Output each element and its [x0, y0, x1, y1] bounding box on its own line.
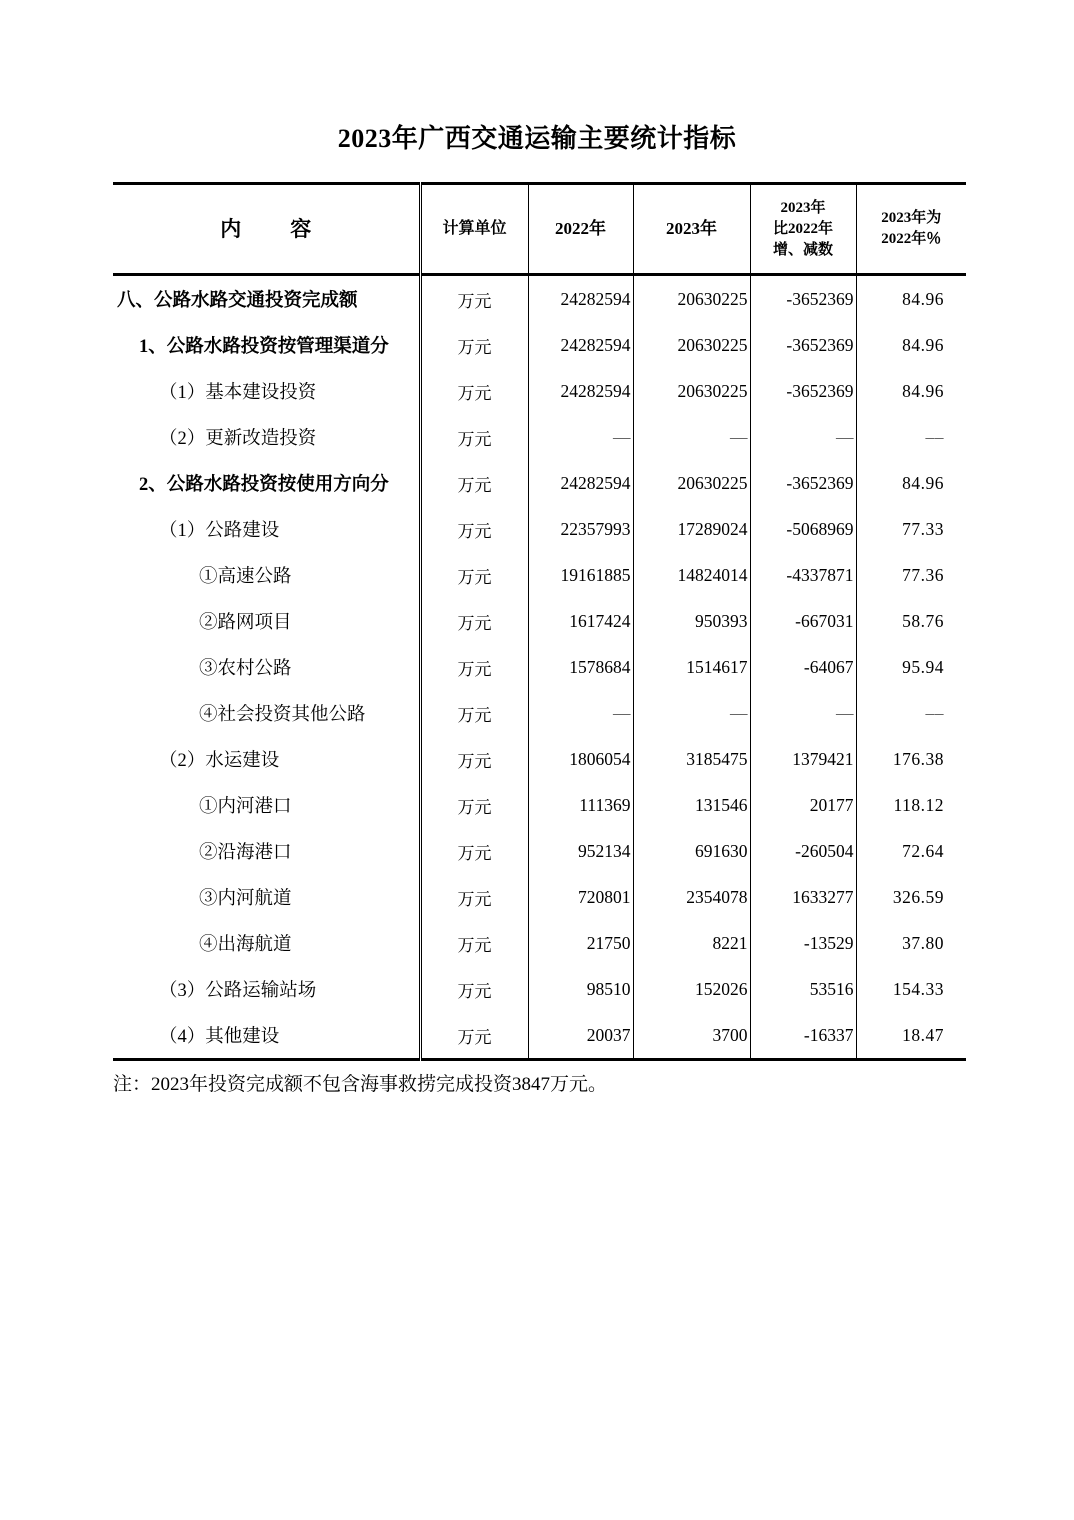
table-row [113, 644, 966, 690]
diff-header-line-3: 增、减数 [772, 241, 833, 258]
row-unit-cell: 万元 [420, 782, 528, 828]
row-value-2022: 111369 [528, 782, 633, 828]
row-label-cell [113, 828, 420, 874]
row-value-2023: –– [633, 414, 750, 460]
row-label: ①高速公路 [199, 567, 292, 587]
column-header-year-2022: 2022年 [528, 184, 633, 275]
row-value-2022: 24282594 [528, 275, 633, 323]
row-unit-cell: 万元 [420, 275, 528, 323]
table-row [113, 460, 966, 506]
row-value-2022: 98510 [528, 966, 633, 1012]
row-unit-cell: 万元 [420, 736, 528, 782]
table-row [113, 782, 966, 828]
statistics-table [113, 182, 966, 1061]
row-label-cell [113, 460, 420, 506]
row-value-difference: -4337871 [750, 552, 856, 598]
row-unit-cell: 万元 [420, 322, 528, 368]
row-unit-cell: 万元 [420, 966, 528, 1012]
column-header-difference [750, 184, 856, 275]
row-unit-cell: 万元 [420, 598, 528, 644]
column-header-content: 内 容 [113, 184, 420, 275]
row-unit-cell: 万元 [420, 920, 528, 966]
row-value-2022: 20037 [528, 1012, 633, 1060]
row-unit-cell: 万元 [420, 460, 528, 506]
row-unit-cell: 万元 [420, 368, 528, 414]
row-value-percentage: 118.12 [856, 782, 966, 828]
row-value-2023: 1514617 [633, 644, 750, 690]
row-value-2023: 20630225 [633, 275, 750, 323]
row-label-cell [113, 644, 420, 690]
row-value-percentage: 326.59 [856, 874, 966, 920]
table-row [113, 690, 966, 736]
column-header-year-2023: 2023年 [633, 184, 750, 275]
row-unit-cell: 万元 [420, 506, 528, 552]
row-value-2022: 22357993 [528, 506, 633, 552]
row-value-2022: 720801 [528, 874, 633, 920]
row-value-percentage: 58.76 [856, 598, 966, 644]
row-value-2023: 8221 [633, 920, 750, 966]
table-row [113, 966, 966, 1012]
row-value-difference: -3652369 [750, 368, 856, 414]
row-unit-cell: 万元 [420, 828, 528, 874]
row-value-2023: 152026 [633, 966, 750, 1012]
row-value-2023: 950393 [633, 598, 750, 644]
row-value-percentage: –– [856, 414, 966, 460]
row-label-cell [113, 552, 420, 598]
row-value-difference: 20177 [750, 782, 856, 828]
row-value-difference: -3652369 [750, 275, 856, 323]
table-row [113, 920, 966, 966]
row-unit-cell: 万元 [420, 874, 528, 920]
row-value-2023: 20630225 [633, 322, 750, 368]
row-value-percentage: 77.33 [856, 506, 966, 552]
row-label: ④出海航道 [199, 935, 292, 955]
statistics-table-container [113, 182, 966, 1061]
row-label: （3）公路运输站场 [159, 981, 317, 1001]
row-value-percentage: 18.47 [856, 1012, 966, 1060]
row-label: 2、公路水路投资按使用方向分 [139, 475, 389, 495]
row-value-difference: –– [750, 414, 856, 460]
row-value-2023: 20630225 [633, 368, 750, 414]
row-label: （2）更新改造投资 [159, 429, 317, 449]
diff-header-line-1: 2023年 [780, 199, 826, 216]
row-value-2022: 19161885 [528, 552, 633, 598]
table-row [113, 414, 966, 460]
row-label-cell [113, 736, 420, 782]
row-label-cell [113, 874, 420, 920]
row-value-2022: –– [528, 690, 633, 736]
table-header [113, 184, 966, 275]
row-label: ①内河港口 [199, 797, 292, 817]
table-row [113, 368, 966, 414]
row-value-difference: -64067 [750, 644, 856, 690]
row-value-difference: 53516 [750, 966, 856, 1012]
row-value-2022: 21750 [528, 920, 633, 966]
row-value-2023: 17289024 [633, 506, 750, 552]
table-row [113, 506, 966, 552]
row-label: 八、公路水路交通投资完成额 [117, 291, 358, 311]
row-value-2022: 24282594 [528, 322, 633, 368]
row-label: （2）水运建设 [159, 751, 280, 771]
row-value-difference: -5068969 [750, 506, 856, 552]
row-unit-cell: 万元 [420, 690, 528, 736]
row-value-2022: 1806054 [528, 736, 633, 782]
pct-header-line-1: 2023年为 [881, 210, 942, 226]
table-body [113, 275, 966, 1060]
row-value-percentage: 72.64 [856, 828, 966, 874]
row-label-cell [113, 322, 420, 368]
row-value-percentage: –– [856, 690, 966, 736]
row-value-2022: 24282594 [528, 460, 633, 506]
row-value-2023: –– [633, 690, 750, 736]
row-label-cell [113, 782, 420, 828]
column-header-percentage [856, 184, 966, 275]
row-value-percentage: 84.96 [856, 275, 966, 323]
row-value-difference: -3652369 [750, 460, 856, 506]
row-value-2022: 1617424 [528, 598, 633, 644]
table-row [113, 598, 966, 644]
row-value-percentage: 77.36 [856, 552, 966, 598]
row-label: ④社会投资其他公路 [199, 705, 366, 725]
row-label: ②沿海港口 [199, 843, 292, 863]
row-value-percentage: 95.94 [856, 644, 966, 690]
row-value-2023: 3185475 [633, 736, 750, 782]
row-value-2022: 952134 [528, 828, 633, 874]
column-header-unit: 计算单位 [420, 184, 528, 275]
row-label: （1）基本建设投资 [159, 383, 317, 403]
row-value-percentage: 84.96 [856, 322, 966, 368]
row-value-percentage: 37.80 [856, 920, 966, 966]
pct-header-line-2: 2022年％ [881, 231, 942, 247]
row-value-difference: -3652369 [750, 322, 856, 368]
table-row [113, 322, 966, 368]
row-label-cell [113, 506, 420, 552]
row-label: ③内河航道 [199, 889, 292, 909]
row-label-cell [113, 690, 420, 736]
row-value-2023: 20630225 [633, 460, 750, 506]
row-value-2023: 2354078 [633, 874, 750, 920]
diff-header-line-2: 比2022年 [772, 220, 833, 237]
table-note: 注：2023年投资完成额不包含海事救捞完成投资3847万元。 [113, 1074, 608, 1095]
row-unit-cell: 万元 [420, 414, 528, 460]
row-unit-cell: 万元 [420, 552, 528, 598]
row-label-cell [113, 275, 420, 323]
row-label: （1）公路建设 [159, 521, 280, 541]
table-row [113, 736, 966, 782]
row-value-2022: –– [528, 414, 633, 460]
row-value-difference: -667031 [750, 598, 856, 644]
row-label-cell [113, 598, 420, 644]
page-title: 2023年广西交通运输主要统计指标 [337, 124, 737, 153]
row-label-cell [113, 966, 420, 1012]
row-value-percentage: 154.33 [856, 966, 966, 1012]
row-value-2023: 131546 [633, 782, 750, 828]
table-row [113, 552, 966, 598]
row-value-difference: -16337 [750, 1012, 856, 1060]
row-unit-cell: 万元 [420, 644, 528, 690]
row-unit-cell: 万元 [420, 1012, 528, 1060]
table-header-row [113, 184, 966, 275]
row-label: （4）其他建设 [159, 1027, 280, 1047]
row-value-2023: 691630 [633, 828, 750, 874]
row-label: 1、公路水路投资按管理渠道分 [139, 337, 389, 357]
row-value-2023: 3700 [633, 1012, 750, 1060]
row-label-cell [113, 1012, 420, 1060]
row-label-cell [113, 368, 420, 414]
row-value-difference: –– [750, 690, 856, 736]
row-label: ③农村公路 [199, 659, 292, 679]
table-row [113, 275, 966, 323]
row-value-difference: -13529 [750, 920, 856, 966]
row-label: ②路网项目 [199, 613, 292, 633]
row-value-difference: -260504 [750, 828, 856, 874]
row-value-percentage: 176.38 [856, 736, 966, 782]
row-label-cell [113, 414, 420, 460]
table-row [113, 1012, 966, 1060]
row-value-percentage: 84.96 [856, 460, 966, 506]
row-value-difference: 1379421 [750, 736, 856, 782]
row-value-2023: 14824014 [633, 552, 750, 598]
row-value-percentage: 84.96 [856, 368, 966, 414]
table-row [113, 828, 966, 874]
row-label-cell [113, 920, 420, 966]
row-value-2022: 1578684 [528, 644, 633, 690]
row-value-difference: 1633277 [750, 874, 856, 920]
table-row [113, 874, 966, 920]
row-value-2022: 24282594 [528, 368, 633, 414]
